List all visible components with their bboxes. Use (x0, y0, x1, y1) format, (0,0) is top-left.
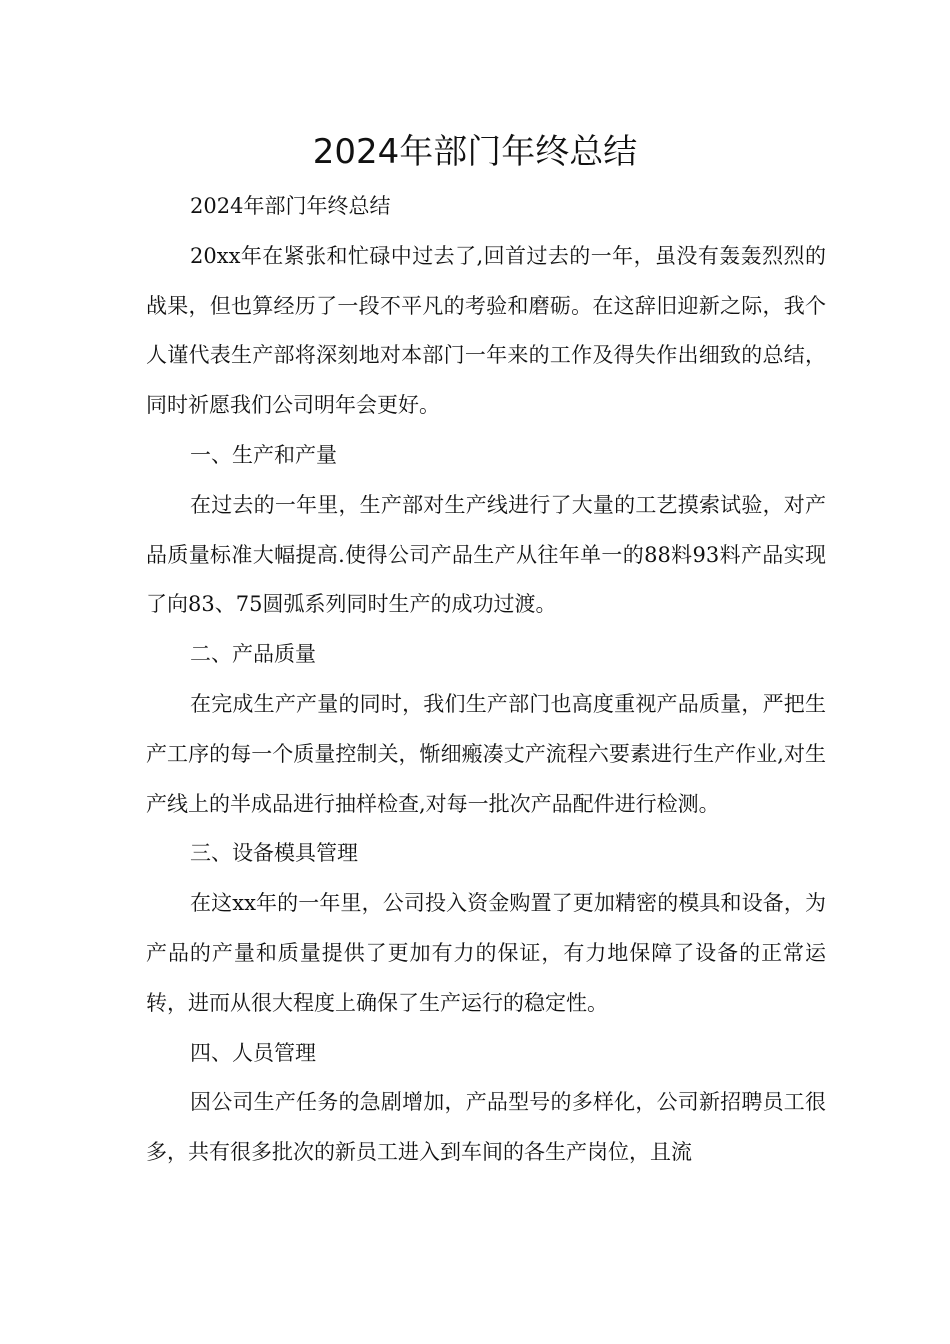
section-heading-production: 一、生产和产量 (190, 442, 337, 467)
personnel-paragraph: 因公司生产任务的急剧增加，产品型号的多样化，公司新招聘员工很多，共有很多批次的新员工进入到车间的各生产岗位，且流 (146, 1090, 826, 1165)
quality-paragraph: 在完成生产产量的同时，我们生产部门也高度重视产品质量，严把生产工序的每一个质量控制关，惭细瘢凑丈产流程六要素进行生产作业,对生产线上的半成品进行抽样检查,对每一批次产品配件进行检测。 (146, 691, 826, 816)
subtitle-paragraph: 2024年部门年终总结 (190, 194, 391, 218)
document-title: 2024年部门年终总结 (312, 132, 638, 172)
section-heading-quality: 二、产品质量 (190, 642, 316, 667)
document-body (146, 182, 826, 1178)
section-heading-equipment: 三、设备模具管理 (190, 841, 358, 866)
intro-paragraph: 20xx年在紧张和忙碌中过去了,回首过去的一年，虽没有轰轰烈烈的战果，但也算经历了一段不平凡的考验和磨砺。在这辞旧迎新之际，我个人谨代表生产部将深刻地对本部门一年来的工作及得失作出细致的总结，同时祈愿我们公司明年会更好。 (146, 243, 826, 418)
production-paragraph: 在过去的一年里，生产部对生产线进行了大量的工艺摸索试验，对产品质量标准大幅提高.使得公司产品生产从往年单一的88料93料产品实现了向83、75圆弧系列同时生产的成功过渡。 (146, 492, 826, 617)
section-heading-personnel: 四、人员管理 (190, 1040, 316, 1065)
equipment-paragraph: 在这xx年的一年里，公司投入资金购置了更加精密的模具和设备，为产品的产量和质量提供了更加有力的保证，有力地保障了设备的正常运转，进而从很大程度上确保了生产运行的稳定性。 (146, 891, 826, 1015)
